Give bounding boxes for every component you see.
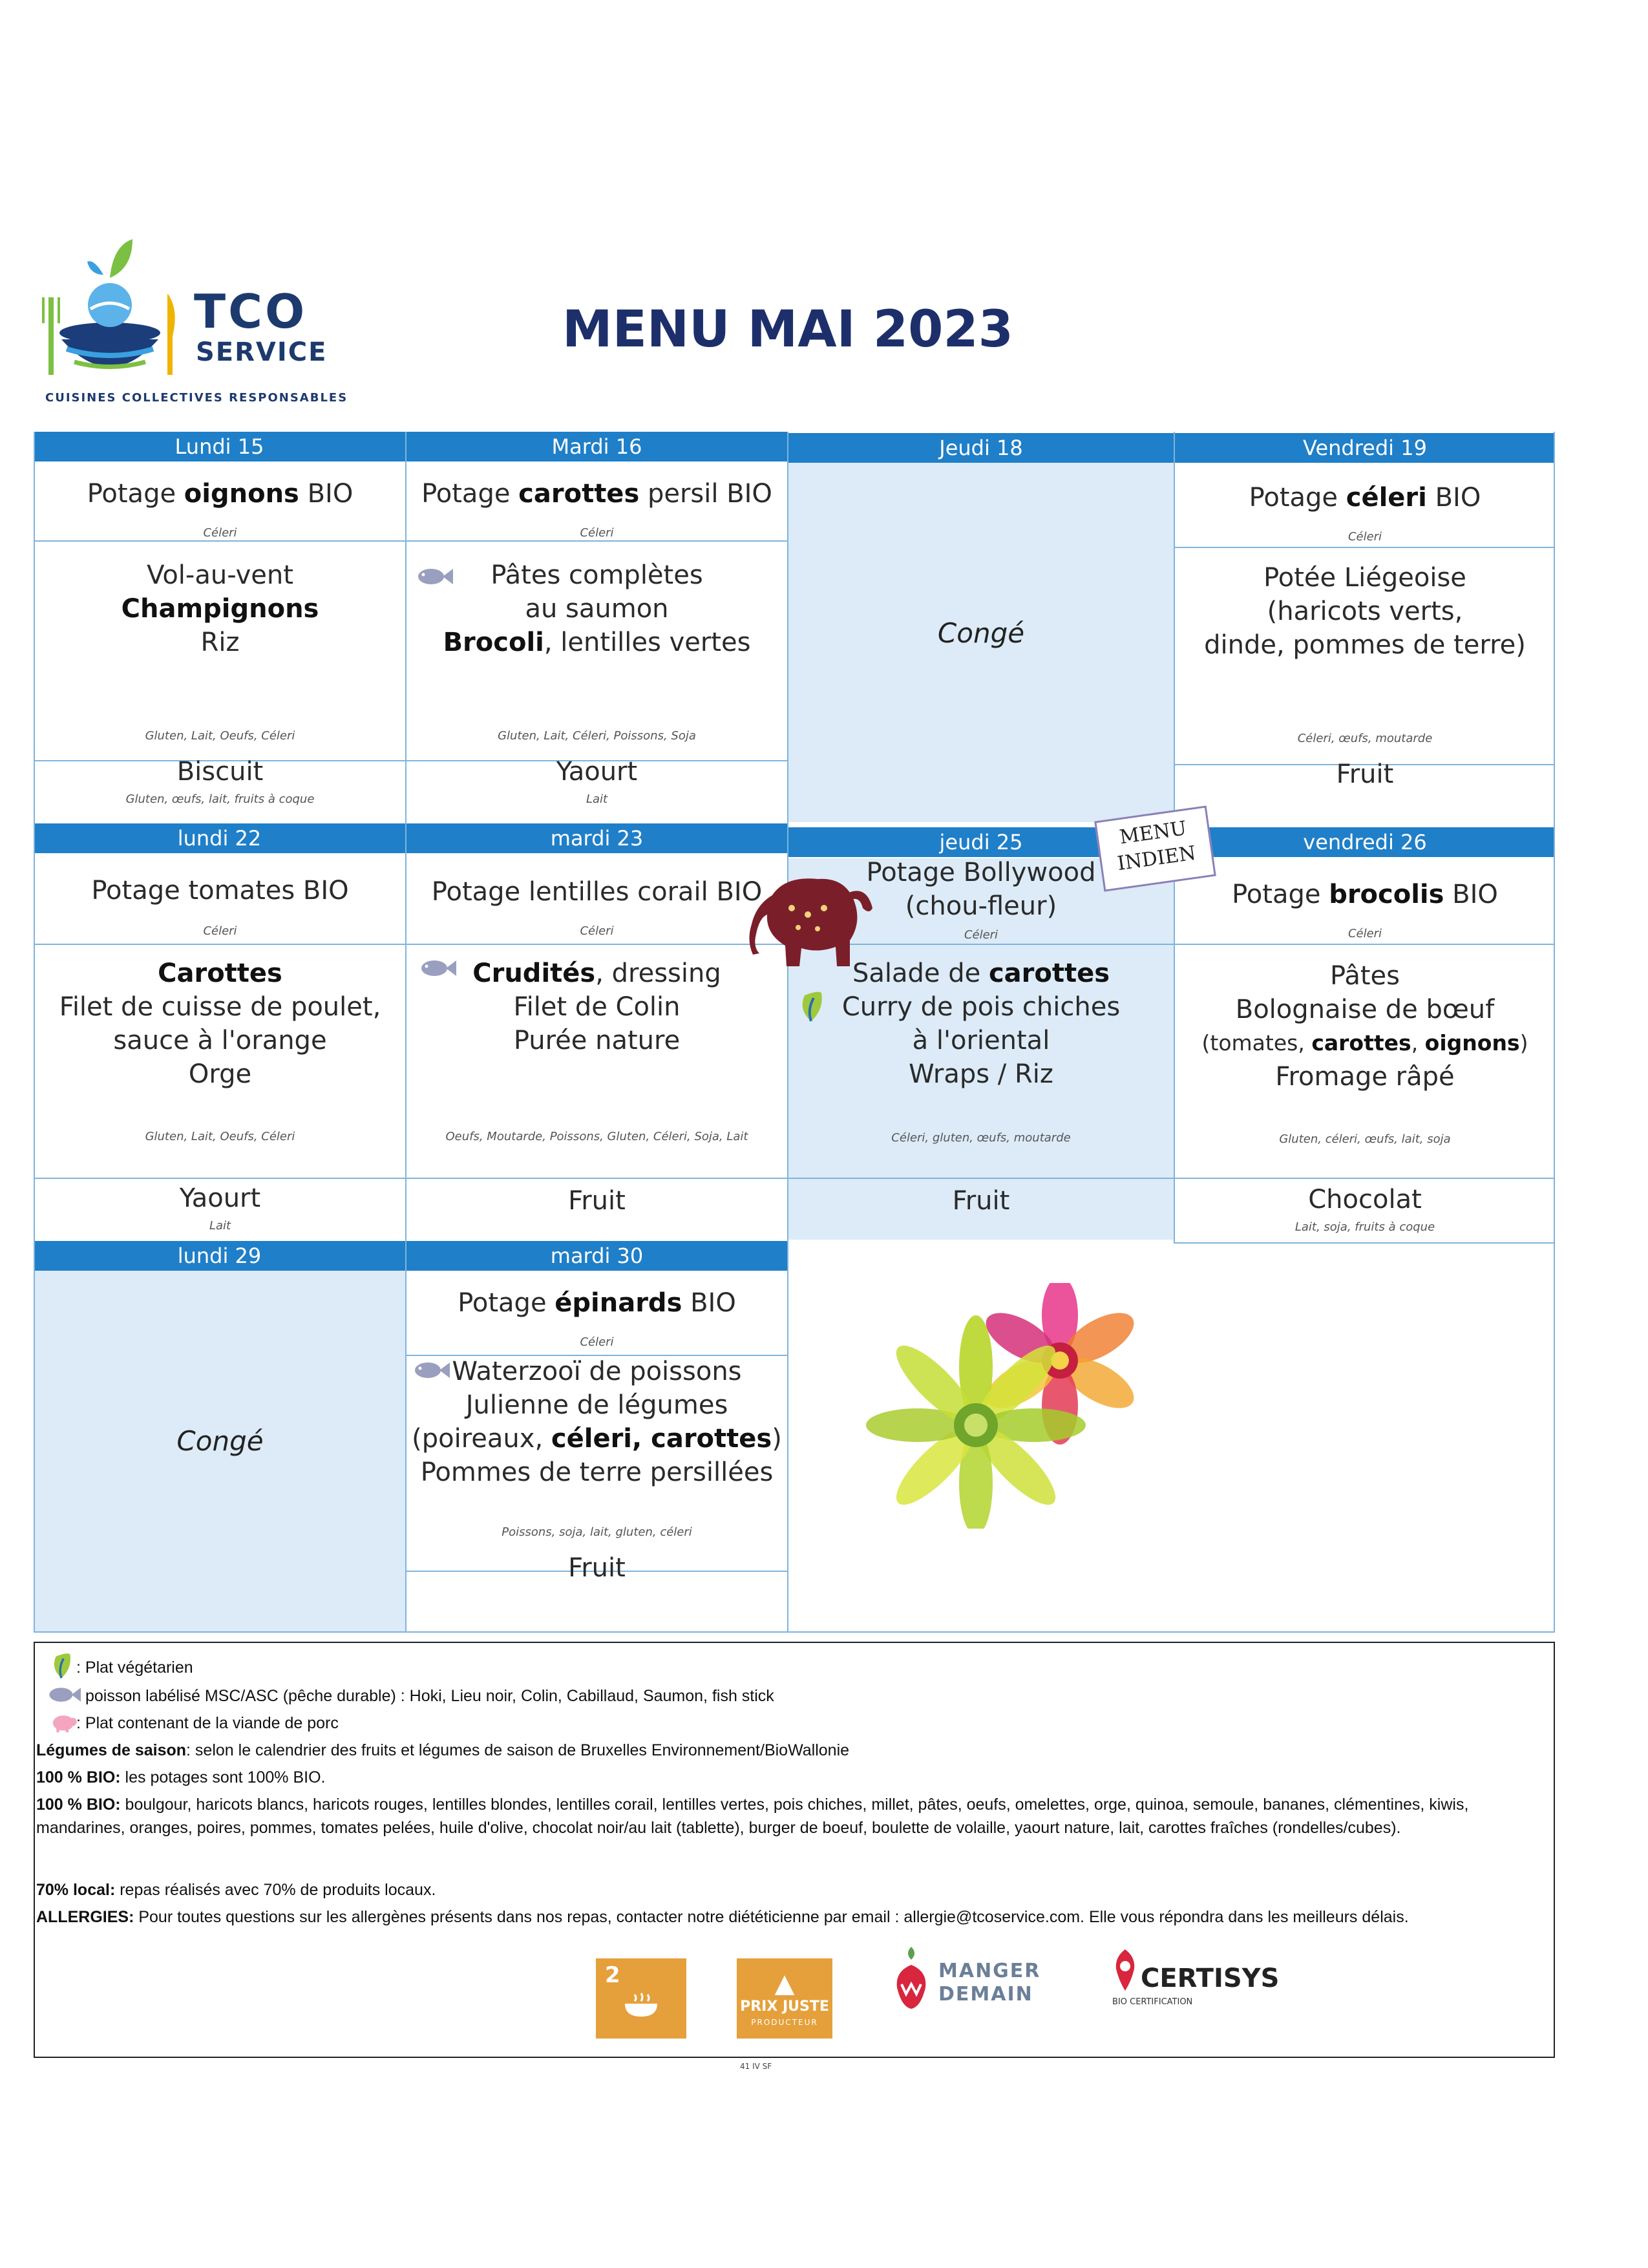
legend-bio2: 100 % BIO: boulgour, haricots blancs, haricots rouges, lentilles blondes, lentilles corail, lentilles vertes, pois chiches, millet, pâtes, oeufs, omelettes, orge, quinoa, semoule, bananes, clémentines, kiwis, mandarines, oranges, poires, pommes, tomates pelées, huile d'olive, chocolat noir/au lait (tablette), burger de boeuf, boulette de volaille, yaourt nature, lait, carottes fraîches (rondelles/cubes).	[36, 1796, 1469, 1837]
allergens: Gluten, Lait, Oeufs, Céleri	[145, 729, 295, 743]
soup-vendredi26: Potage brocolis BIO	[1232, 880, 1498, 909]
footnote: 41 IV SF	[740, 2062, 772, 2071]
day-header-vendredi19: Vendredi 19	[1175, 433, 1555, 463]
grid-line	[35, 540, 787, 542]
conge-lundi29: Congé	[176, 1425, 264, 1457]
dessert-mardi30: Fruit	[568, 1553, 626, 1583]
dessert-vendredi26: Chocolat	[1308, 1185, 1422, 1214]
allergens: Gluten, œufs, lait, fruits à coque	[125, 792, 315, 806]
allergens: Céleri	[203, 924, 237, 938]
day-header-lundi15: Lundi 15	[34, 432, 405, 461]
soup-mardi30: Potage épinards BIO	[458, 1288, 736, 1318]
day-header-jeudi18: Jeudi 18	[788, 433, 1174, 463]
legend-veg: : Plat végétarien	[76, 1659, 193, 1677]
main-mardi23: Crudités, dressing Filet de Colin Purée nature	[472, 959, 721, 1055]
day-header-jeudi25: jeudi 25	[788, 827, 1174, 857]
allergens: Céleri	[203, 526, 237, 540]
main-lundi22: Carottes Filet de cuisse de poulet, sauce à l'orange Orge	[59, 959, 381, 1089]
legend-local: 70% local: repas réalisés avec 70% de produits locaux.	[36, 1881, 436, 1899]
allergens: Céleri, gluten, œufs, moutarde	[891, 1131, 1071, 1145]
dessert-lundi22: Yaourt	[179, 1183, 261, 1213]
vegetarian-leaf-icon	[50, 1652, 72, 1679]
day-header-mardi23: mardi 23	[407, 823, 787, 853]
day-header-lundi29: lundi 29	[34, 1241, 405, 1271]
grid-line	[35, 1178, 1555, 1179]
certisys-logo: CERTISYS BIO CERTIFICATION	[1108, 1945, 1276, 2023]
allergens: Oeufs, Moutarde, Poissons, Gluten, Céleri, Soja, Lait	[445, 1130, 748, 1143]
soup-mardi16: Potage carottes persil BIO	[421, 479, 772, 509]
allergens: Céleri	[580, 526, 614, 540]
soup-lundi22: Potage tomates BIO	[91, 876, 349, 906]
legend-allergies: ALLERGIES: Pour toutes questions sur les allergènes présents dans nos repas, contacter notre diététicienne par email : allergie@tcoservice.com. Elle vous répondra dans les meilleurs délais.	[36, 1908, 1409, 1926]
dessert-mardi16: Yaourt	[556, 757, 638, 787]
soup-lundi15: Potage oignons BIO	[87, 479, 354, 509]
allergens: Lait	[209, 1219, 231, 1233]
day-header-mardi16: Mardi 16	[407, 432, 787, 461]
legend-pork: : Plat contenant de la viande de porc	[76, 1714, 339, 1732]
brand-line2: SERVICE	[196, 337, 328, 367]
legend-saison: Légumes de saison: selon le calendrier des fruits et légumes de saison de Bruxelles Environnement/BioWallonie	[36, 1741, 850, 1759]
main-mardi16: Pâtes complètes au saumon Brocoli, lentilles vertes	[443, 560, 751, 657]
allergens: Lait	[586, 792, 608, 806]
soup-mardi23: Potage lentilles corail BIO	[431, 877, 763, 907]
grid-line	[1174, 1242, 1555, 1244]
allergens: Céleri, œufs, moutarde	[1297, 732, 1433, 745]
flowers-decoration	[866, 1283, 1163, 1529]
day-header-vendredi26: vendredi 26	[1175, 827, 1555, 857]
allergens: Poissons, soja, lait, gluten, céleri	[502, 1525, 692, 1539]
brand-tagline: CUISINES COLLECTIVES RESPONSABLES	[45, 391, 348, 405]
allergens: Gluten, Lait, Oeufs, Céleri	[145, 1130, 295, 1143]
page-title: MENU MAI 2023	[562, 301, 1013, 359]
grid-line	[1175, 547, 1555, 548]
pork-pig-icon	[49, 1710, 79, 1733]
dessert-vendredi19: Fruit	[1336, 759, 1394, 789]
grid-line	[787, 1631, 1555, 1633]
dessert-lundi15: Biscuit	[176, 757, 264, 787]
main-vendredi19: Potée Liégeoise (haricots verts, dinde, pommes de terre)	[1204, 563, 1526, 660]
allergens: Céleri	[1347, 530, 1382, 544]
allergens: Lait, soja, fruits à coque	[1294, 1220, 1435, 1234]
day-header-mardi30: mardi 30	[407, 1241, 787, 1271]
brand-line1: TCO	[194, 284, 308, 339]
prix-juste-logo: ▲ PRIX JUSTE PRODUCTEUR	[737, 1958, 832, 2039]
allergens: Gluten, céleri, œufs, lait, soja	[1279, 1132, 1451, 1146]
main-lundi15: Vol-au-vent Champignons Riz	[121, 560, 319, 657]
grid-line	[34, 1631, 788, 1633]
allergens: Céleri	[580, 924, 614, 938]
day-header-lundi22: lundi 22	[34, 823, 405, 853]
sdg2-logo: 2	[596, 1958, 686, 2039]
allergens: Céleri	[964, 928, 998, 942]
dessert-mardi23: Fruit	[568, 1186, 626, 1216]
soup-vendredi19: Potage céleri BIO	[1249, 483, 1481, 513]
dessert-jeudi25: Fruit	[952, 1186, 1010, 1216]
allergens: Céleri	[1347, 927, 1382, 940]
soup-jeudi25: Potage Bollywood (chou-fleur)	[866, 858, 1096, 921]
legend-bio1: 100 % BIO: les potages sont 100% BIO.	[36, 1768, 326, 1786]
allergens: Gluten, Lait, Céleri, Poissons, Soja	[498, 729, 696, 743]
main-vendredi26: Pâtes Bolognaise de bœuf (tomates, carottes, oignons) Fromage râpé	[1201, 961, 1528, 1092]
manger-demain-logo: MANGER DEMAIN	[892, 1945, 1041, 2036]
main-jeudi25: Salade de carottes Curry de pois chiches à l'oriental Wraps / Riz	[841, 959, 1121, 1089]
fish-icon	[44, 1683, 83, 1706]
allergens: Céleri	[580, 1335, 614, 1349]
conge-jeudi18: Congé	[937, 617, 1025, 649]
main-mardi30: Waterzooï de poissons Julienne de légumes (poireaux, céleri, carottes) Pommes de terre persillées	[412, 1357, 782, 1487]
legend-fish: poisson labélisé MSC/ASC (pêche durable) : Hoki, Lieu noir, Colin, Cabillaud, Saumon, fish stick	[85, 1687, 774, 1705]
menu-indien-badge: MENU INDIEN	[1094, 805, 1216, 891]
